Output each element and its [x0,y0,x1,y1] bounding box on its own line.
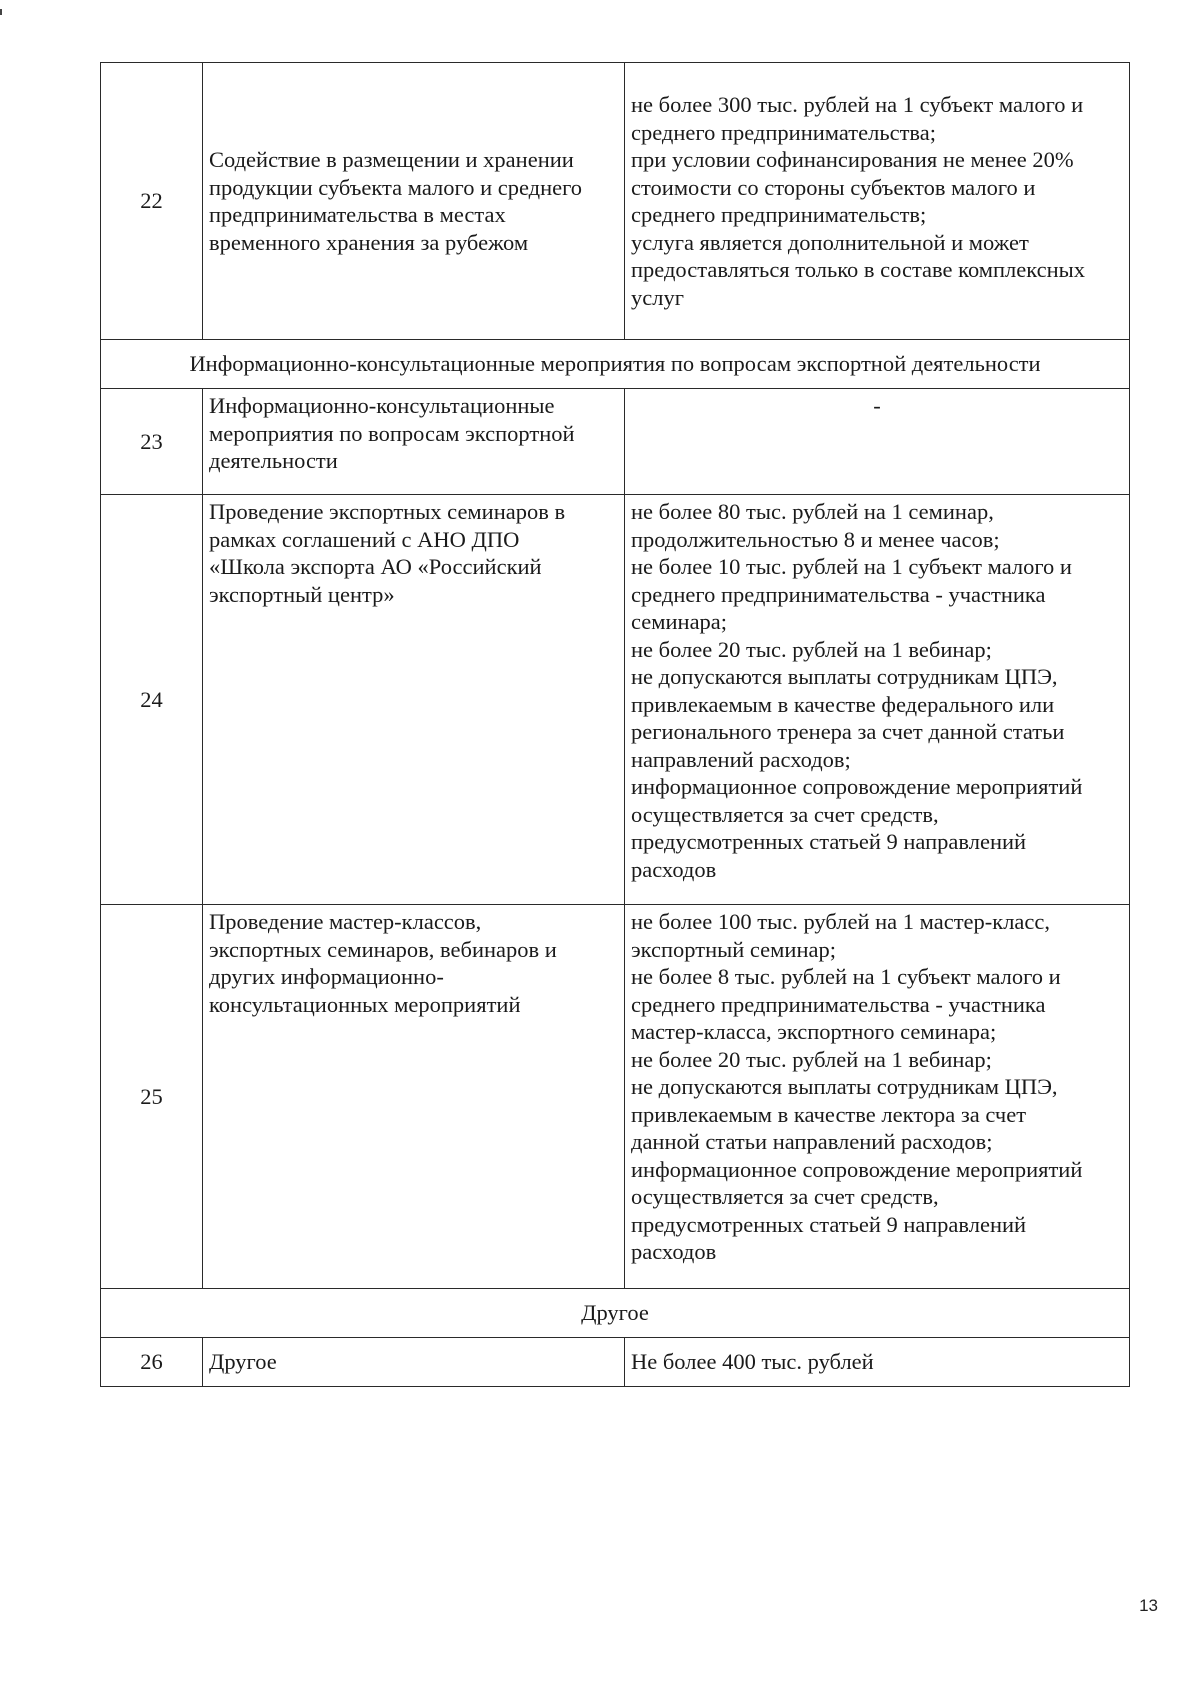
table-row [101,389,1130,495]
row-number: 26 [101,1338,203,1387]
page-number: 13 [1139,1596,1158,1615]
conditions-cell: не более 300 тыс. рублей на 1 субъект малого и среднего предпринимательства; при условии софинансирования не менее 20% стоимости со стороны субъектов малого и среднего предпринимательств; услуга является дополнительной и может предоставляться только в составе комплексных услуг [625,63,1130,340]
conditions-cell: Не более 400 тыс. рублей [625,1338,1130,1387]
table-row [101,495,1130,905]
section-title-other: Другое [101,1289,1130,1338]
service-cell: Проведение экспортных семинаров в рамках соглашений с АНО ДПО «Школа экспорта АО «Российский экспортный центр» [203,495,625,905]
row-number: 25 [101,905,203,1289]
expense-table [100,62,1130,1387]
section-row [101,340,1130,389]
service-cell: Содействие в размещении и хранении продукции субъекта малого и среднего предпринимательства в местах временного хранения за рубежом [203,63,625,340]
row-number: 22 [101,63,203,340]
service-cell: Информационно-консультационные мероприятия по вопросам экспортной деятельности [203,389,625,495]
table-row [101,63,1130,340]
section-row [101,1289,1130,1338]
dash: - [873,393,881,418]
conditions-cell: не более 100 тыс. рублей на 1 мастер-класс, экспортный семинар; не более 8 тыс. рублей на 1 субъект малого и среднего предпринимательства - участника мастер-класса, экспортного семинара; не более 20 тыс. рублей на 1 вебинар; не допускаются выплаты сотрудникам ЦПЭ, привлекаемым в качестве лектора за счет данной статьи направлений расходов; информационное сопровождение мероприятий осуществляется за счет средств, предусмотренных статьей 9 направлений расходов [625,905,1130,1289]
row-number: 23 [101,389,203,495]
section-title-export: Информационно-консультационные мероприятия по вопросам экспортной деятельности [101,340,1130,389]
table-row [101,1338,1130,1387]
table-row [101,905,1130,1289]
service-cell: Проведение мастер-классов, экспортных семинаров, вебинаров и других информационно- консультационных мероприятий [203,905,625,1289]
conditions-cell: не более 80 тыс. рублей на 1 семинар, продолжительностью 8 и менее часов; не более 10 тыс. рублей на 1 субъект малого и среднего предпринимательства - участника семинара; не более 20 тыс. рублей на 1 вебинар; не допускаются выплаты сотрудникам ЦПЭ, привлекаемым в качестве федерального или регионального тренера за счет данной статьи направлений расходов; информационное сопровождение мероприятий осуществляется за счет средств, предусмотренных статьей 9 направлений расходов [625,495,1130,905]
service-cell: Другое [203,1338,625,1387]
conditions-cell [625,389,1130,495]
row-number: 24 [101,495,203,905]
scan-mark [0,9,2,15]
